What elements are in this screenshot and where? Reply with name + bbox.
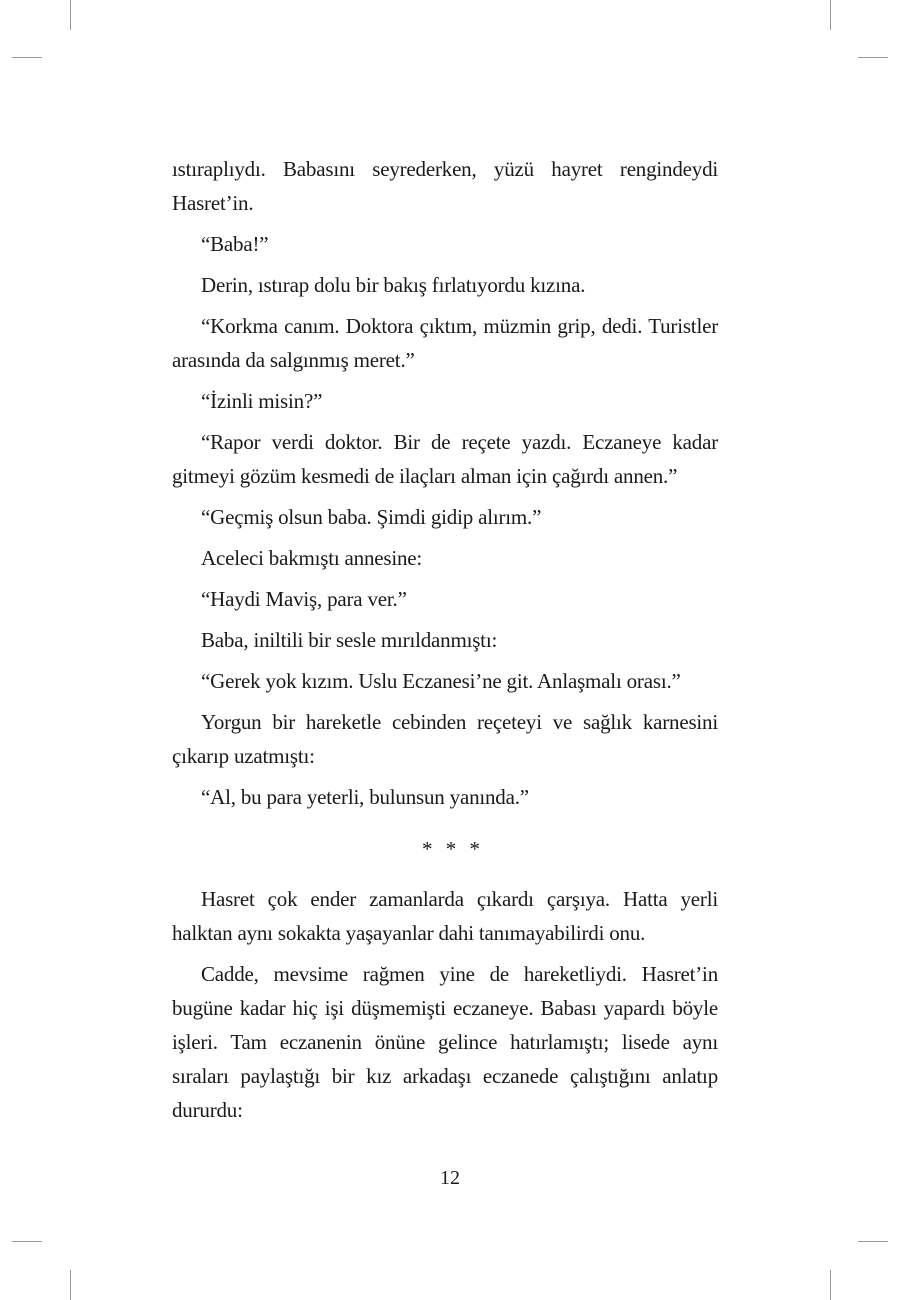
crop-mark <box>858 57 888 58</box>
paragraph: Aceleci bakmıştı annesine: <box>201 546 423 570</box>
paragraph: Hasret çok ender zamanlarda çıkardı çarşıya. Hatta yerli halktan aynı sokakta yaşayanlar dahi tanımayabilirdi onu. <box>172 887 718 945</box>
paragraph: “Geçmiş olsun baba. Şimdi gidip alırım.” <box>201 505 542 529</box>
paragraph: Baba, iniltili bir sesle mırıldanmıştı: <box>201 628 498 652</box>
paragraph: “Baba!” <box>201 232 269 256</box>
paragraph: “Haydi Maviş, para ver.” <box>201 587 407 611</box>
paragraph: Derin, ıstırap dolu bir bakış fırlatıyordu kızına. <box>201 273 586 297</box>
page-body <box>172 152 718 1127</box>
section-separator: * * * <box>422 837 484 861</box>
paragraph: Yorgun bir hareketle cebinden reçeteyi ve sağlık karnesini çıkarıp uzatmıştı: <box>172 710 718 768</box>
crop-mark <box>12 57 42 58</box>
crop-mark <box>12 1241 42 1242</box>
crop-mark <box>830 0 831 30</box>
paragraph: “İzinli misin?” <box>201 389 323 413</box>
paragraph: ıstıraplıydı. Babasını seyrederken, yüzü hayret rengindeydi Hasret’in. <box>172 157 718 215</box>
page-number: 12 <box>440 1167 460 1189</box>
paragraph: “Rapor verdi doktor. Bir de reçete yazdı. Eczaneye kadar gitmeyi gözüm kesmedi de ilaçları alman için çağırdı annen.” <box>172 430 718 488</box>
paragraph: “Korkma canım. Doktora çıktım, müzmin grip, dedi. Turistler arasında da salgınmış meret.” <box>172 314 718 372</box>
crop-mark <box>858 1241 888 1242</box>
crop-mark <box>830 1270 831 1300</box>
paragraph: Cadde, mevsime rağmen yine de hareketliydi. Hasret’in bugüne kadar hiç işi düşmemişti eczaneye. Babası yapardı böyle işleri. Tam eczanenin önüne gelince hatırlamıştı; lisede aynı sıraları paylaştığı bir kız arkadaşı eczanede çalıştığını anlatıp dururdu: <box>172 962 718 1122</box>
paragraph: “Gerek yok kızım. Uslu Eczanesi’ne git. Anlaşmalı orası.” <box>201 669 681 693</box>
paragraph: “Al, bu para yeterli, bulunsun yanında.” <box>201 785 529 809</box>
crop-mark <box>70 0 71 30</box>
crop-mark <box>70 1270 71 1300</box>
